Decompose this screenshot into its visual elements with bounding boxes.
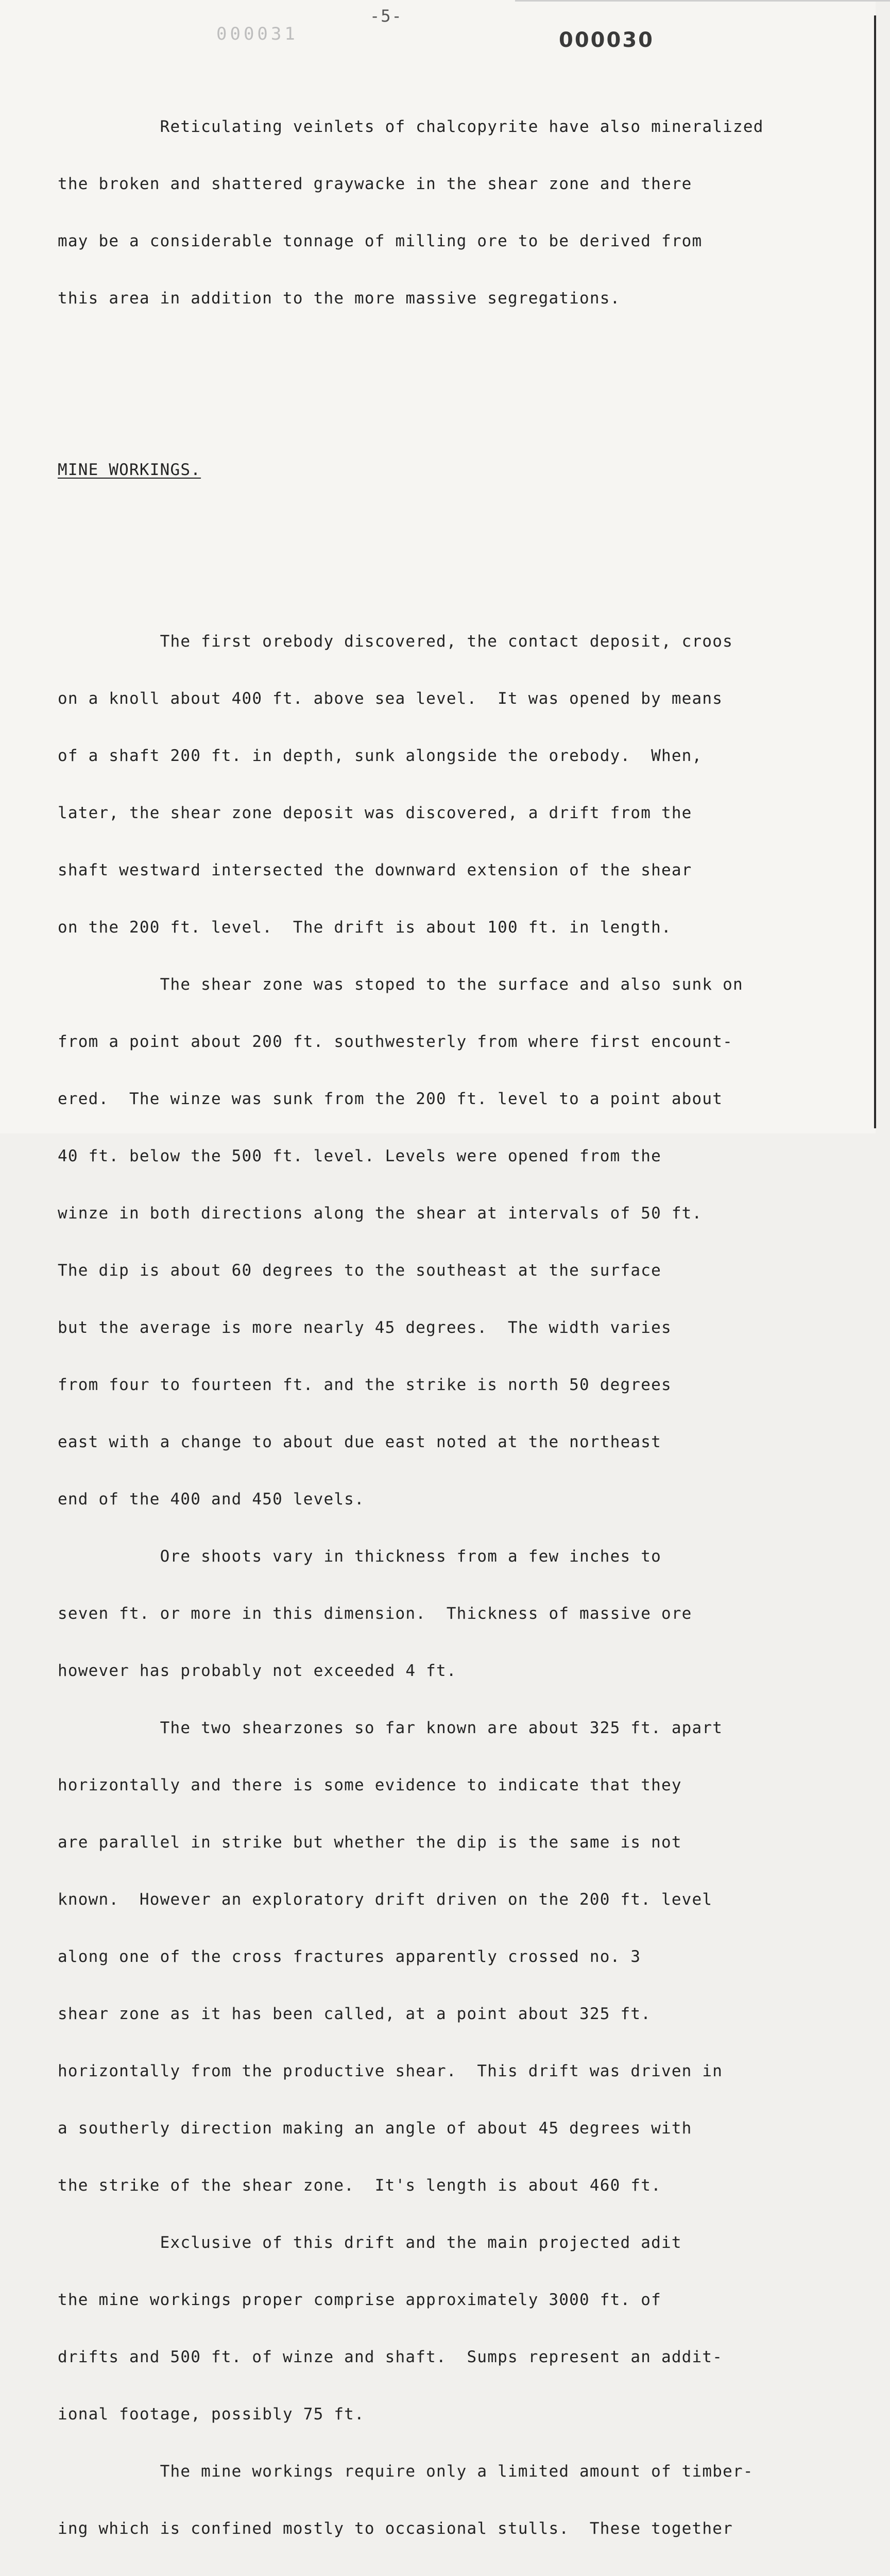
text-line: seven ft. or more in this dimension. Thickness of massive ore: [58, 1604, 692, 1623]
text-line: along one of the cross fractures apparently crossed no. 3: [58, 1947, 641, 1966]
text-line: east with a change to about due east noted at the northeast: [58, 1433, 661, 1451]
text-line: The dip is about 60 degrees to the southeast at the surface: [58, 1261, 661, 1280]
text-line: may be a considerable tonnage of milling ore to be derived from: [58, 232, 703, 250]
text-line: ered. The winze was sunk from the 200 ft. level to a point about: [58, 1090, 723, 1108]
text-line: horizontally and there is some evidence to indicate that they: [58, 1776, 682, 1794]
text-line: known. However an exploratory drift driven on the 200 ft. level: [58, 1890, 713, 1909]
text-line: the mine workings proper comprise approximately 3000 ft. of: [58, 2291, 661, 2309]
text-line: shaft westward intersected the downward extension of the shear: [58, 861, 692, 879]
text-line: but the average is more nearly 45 degrees. The width varies: [58, 1318, 672, 1337]
paragraph-reticulating-veinlets: [58, 79, 861, 346]
text-line: however has probably not exceeded 4 ft.: [58, 1662, 457, 1680]
text-line: drifts and 500 ft. of winze and shaft. Sumps represent an addit-: [58, 2348, 723, 2366]
text-line: end of the 400 and 450 levels.: [58, 1490, 365, 1509]
text-line: Reticulating veinlets of chalcopyrite have also mineralized: [58, 117, 764, 136]
text-line: from four to fourteen ft. and the strike is north 50 degrees: [58, 1376, 672, 1394]
page-edge-top: [515, 0, 890, 2]
text-line: are parallel in strike but whether the dip is the same is not: [58, 1833, 682, 1852]
text-line: on the 200 ft. level. The drift is about 100 ft. in length.: [58, 918, 672, 937]
text-line: the strike of the shear zone. It's length is about 460 ft.: [58, 2176, 661, 2195]
text-line: The two shearzones so far known are about 325 ft. apart: [58, 1719, 723, 1737]
text-line: of a shaft 200 ft. in depth, sunk alongside the orebody. When,: [58, 747, 703, 765]
section-mine-workings: [58, 594, 861, 2576]
text-line: The shear zone was stoped to the surface and also sunk on: [58, 975, 743, 994]
text-line: The first orebody discovered, the contact deposit, croos: [58, 632, 733, 651]
page-number: -5-: [370, 6, 403, 26]
text-line: this area in addition to the more massive segregations.: [58, 289, 621, 308]
text-line: Exclusive of this drift and the main projected adit: [58, 2233, 682, 2252]
text-line: horizontally from the productive shear. This drift was driven in: [58, 2062, 723, 2080]
text-line: on a knoll about 400 ft. above sea level. It was opened by means: [58, 689, 723, 708]
bleed-through-stamp: 000031: [216, 24, 298, 44]
document-body: [58, 41, 861, 2576]
heading-mine-workings: MINE WORKINGS.: [58, 461, 201, 479]
text-line: the broken and shattered graywacke in the shear zone and there: [58, 175, 692, 193]
text-line: later, the shear zone deposit was discovered, a drift from the: [58, 804, 692, 822]
text-line: winze in both directions along the shear at intervals of 50 ft.: [58, 1204, 703, 1223]
text-line: 40 ft. below the 500 ft. level. Levels were opened from the: [58, 1147, 661, 1165]
page-edge-right: [874, 15, 876, 1128]
text-line: from a point about 200 ft. southwesterly from where first encount-: [58, 1032, 733, 1051]
text-line: ing which is confined mostly to occasional stulls. These together: [58, 2519, 733, 2538]
text-line: a southerly direction making an angle of about 45 degrees with: [58, 2119, 692, 2138]
text-line: ional footage, possibly 75 ft.: [58, 2405, 365, 2424]
text-line: Ore shoots vary in thickness from a few inches to: [58, 1547, 661, 1566]
text-line: The mine workings require only a limited amount of timber-: [58, 2462, 754, 2481]
text-line: shear zone as it has been called, at a point about 325 ft.: [58, 2005, 652, 2023]
document-number-stamp: 000030: [559, 28, 654, 52]
